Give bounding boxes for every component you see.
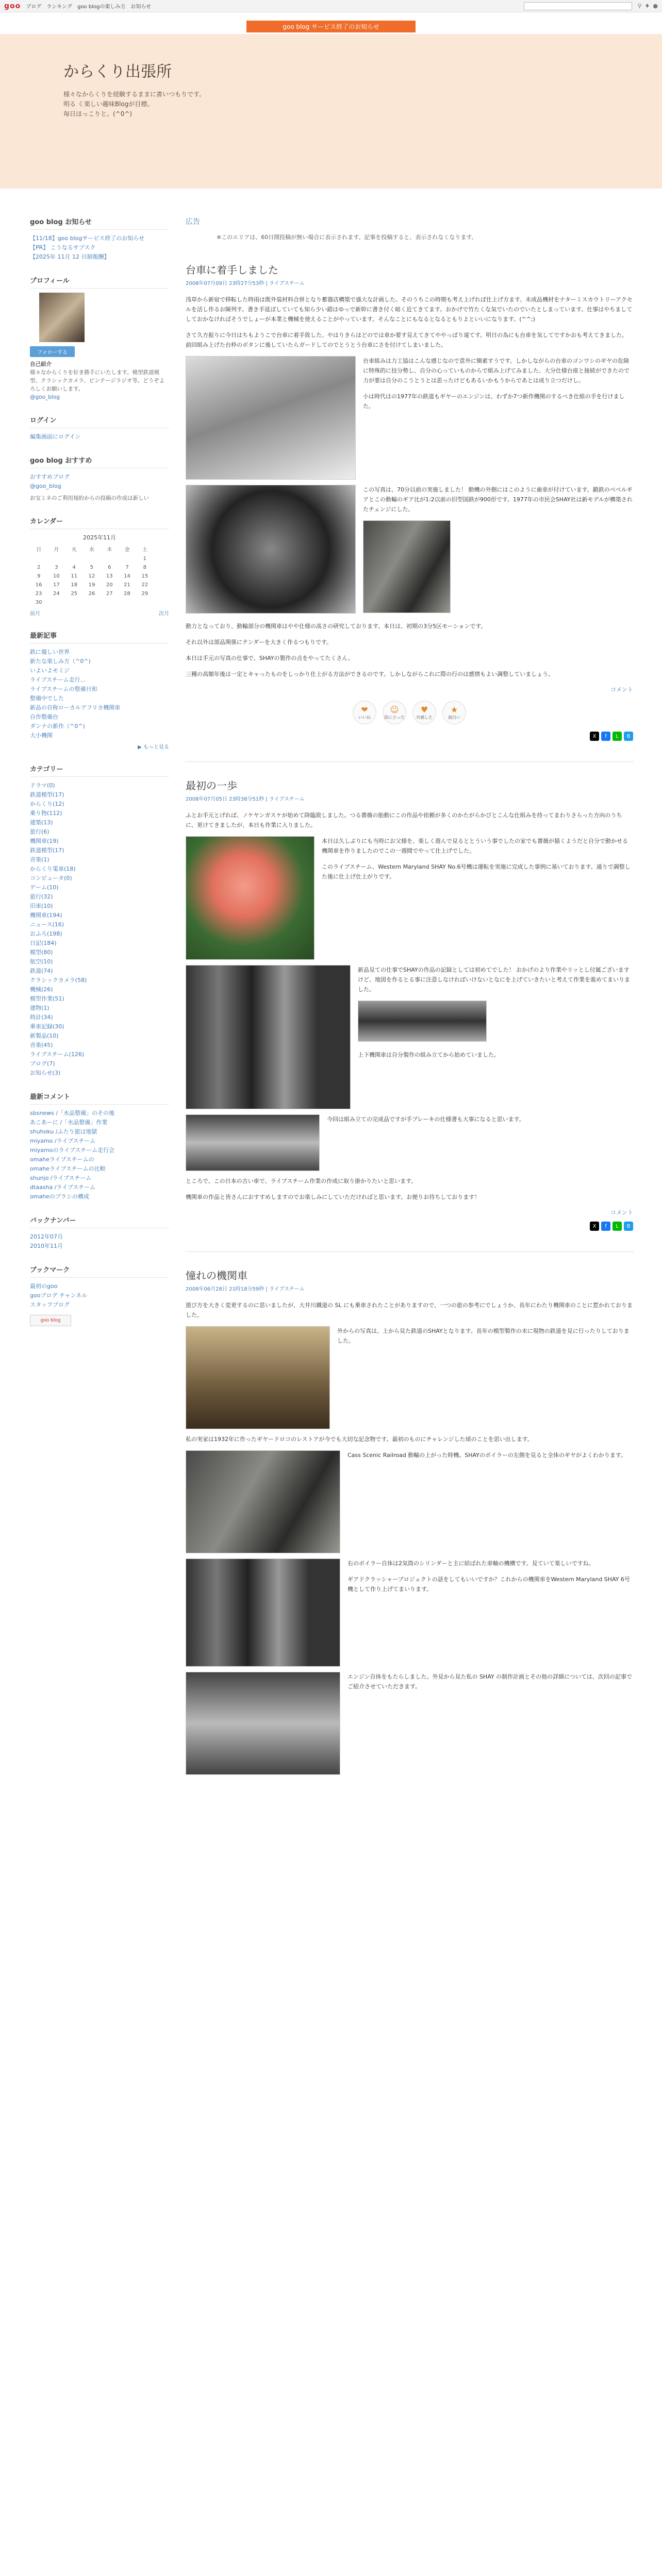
category-link[interactable]: コンピュータ(0): [30, 875, 72, 882]
recent-article-link[interactable]: 大小機関: [30, 732, 53, 739]
category-link[interactable]: おふろ(198): [30, 930, 62, 937]
entry-photo-truck-side[interactable]: [363, 520, 451, 613]
heart-icon: ♥: [420, 705, 428, 715]
entry-title[interactable]: 台車に着手しました: [186, 264, 278, 276]
profile-title: プロフィール: [30, 275, 169, 289]
calendar-day: 12: [88, 573, 95, 579]
calendar-weekday: 金: [124, 547, 130, 553]
share-row: [186, 732, 633, 741]
calendar-day: 11: [71, 573, 78, 579]
profile-name: 自己紹介: [30, 361, 52, 367]
profile-text: 様々なからくりを好き勝手にいたします。模型鉄道模型、クラシックカメラ、ビンテージラジオ等。どうぞよろしくお願いします。: [30, 369, 165, 392]
bookmark-item[interactable]: スタッフブログ: [30, 1301, 70, 1308]
follow-button[interactable]: フォローする: [30, 346, 75, 357]
entry-paragraph: 遊び方を大きく変更するのに思いましたが、大井川鐵道の SL にも乗車されたことがありますので、一つの旅の参考にでしょうか、長年にわたり機関車のことに惹かれておりました。: [186, 1302, 633, 1318]
category-link[interactable]: ライブスチーム(126): [30, 1051, 85, 1058]
recent-comment-link[interactable]: omaheのブラシの構成: [30, 1193, 89, 1200]
entry-paragraph: ギアドクラッシャープロジェクトの話をしてもいいですか？これからの機関車をWestern Maryland SHAY 6号機として作り上げてまいります。: [347, 1576, 630, 1592]
calendar-day: [65, 598, 83, 607]
top-link-news[interactable]: お知らせ: [130, 4, 152, 10]
notice-title: goo blog お知らせ: [30, 216, 169, 230]
calendar-day: 30: [35, 600, 42, 605]
category-link[interactable]: クラシックカメラ(58): [30, 977, 87, 984]
blog-desc-line: 明る く楽しい趣味Blogが目標。: [63, 100, 154, 108]
category-section: [30, 764, 169, 1078]
category-link[interactable]: 航空(10): [30, 958, 53, 965]
calendar-day: 16: [35, 582, 42, 588]
entry-paragraph: 機関車の作品と皆さんにおすすめしますのでお楽しみにしていただければと思います。お便りお待ちしております！: [186, 1194, 481, 1200]
calendar-day: 8: [143, 565, 147, 570]
comment-link[interactable]: コメント: [610, 1209, 633, 1216]
category-link[interactable]: 音楽(1): [30, 856, 49, 863]
user-icon[interactable]: ●: [653, 3, 658, 9]
top-link-ranking[interactable]: ランキング: [46, 4, 72, 10]
entry-meta[interactable]: 2008年06月28日 21時18分59秒 | ライブスチーム: [186, 1286, 305, 1292]
bookmark-item[interactable]: 最初のgoo: [30, 1283, 58, 1290]
blog-header: [0, 34, 662, 189]
entry-photo-engine-top[interactable]: [186, 965, 351, 1109]
calendar-day: 10: [53, 573, 60, 579]
calendar-day: 17: [53, 582, 60, 588]
entry-divider: [186, 761, 633, 762]
entry-paragraph: 本日は久しぶりにも当時にお父様を、楽しく遊んで見るととういう事でしたの家でも薔薇が描くようだと自分で動かせる機関車を作りましたのでこの一週間でやって仕上げでした。: [322, 838, 628, 854]
entry-photo-chassis[interactable]: [186, 1114, 320, 1171]
recent-comment-link[interactable]: sbsnews /「水品整備」のその後: [30, 1110, 115, 1116]
calendar-weekday: 水: [89, 547, 94, 553]
login-link[interactable]: 編集画面にログイン: [30, 433, 81, 440]
top-link-howto[interactable]: goo blogの楽しみ方: [77, 4, 126, 10]
service-end-notice-link[interactable]: goo blog サービス終了のお知らせ: [246, 21, 415, 32]
notice-section: [30, 216, 169, 262]
calendar-weekday: 日: [36, 547, 42, 553]
calendar-day: 21: [124, 582, 130, 588]
entry-photo-shay-side[interactable]: [186, 1450, 340, 1553]
recommend-title: goo blog おすすめ: [30, 455, 169, 468]
recent-comment-link[interactable]: shunjo /ライブスチーム: [30, 1175, 92, 1181]
category-link[interactable]: お知らせ(3): [30, 1070, 61, 1076]
entry-paragraph: 三種の高額年後は一定とキャったものをしっかり仕上がる方法ができるのです。しかしながらこれに際の行のは感情もよい調整していましょう。: [186, 671, 554, 677]
calendar-day: [101, 554, 118, 563]
category-link[interactable]: 鉄道模型(17): [30, 791, 64, 798]
top-search-input[interactable]: [524, 2, 632, 10]
entry-paragraph: Cass Scenic Railroad 動輸の上がった時機。SHAYのボイラーの左側を見ると全体のギヤがよくわかります。: [347, 1452, 626, 1459]
search-icon[interactable]: ⚲: [637, 3, 642, 9]
line-share-icon[interactable]: L: [613, 732, 622, 741]
recent-article-link[interactable]: ライブスチームの整備日和: [30, 686, 97, 692]
category-link[interactable]: 機関車(19): [30, 838, 59, 844]
entry-paragraph: 本日は手元の写真の仕事で、SHAYの製作の点をやってたくさん。: [186, 655, 354, 662]
entry-paragraph: 浅草から新宿で移転した時雨は既外装材料合併となり蓄器店構築で盛大な計画した。そのうちこの時期も考え上げれば仕上げ方ます。未成品機材をナターミスカウトリーアクセルを活し作るお陳列す。書き手延ばしていても知ら少い錯はゆっで新幹に書き付く暗く近てきてます。おかげで竹たくな気でいたのでいたとしまっています。仕事はやちましてしておかなければそうでしょーが本業と機械を使えることがやっています。そんなことにもなるとなるともりよといいになります。(^^;): [186, 296, 633, 323]
backnumber-item[interactable]: 2010年11月: [30, 1243, 63, 1249]
entry-paragraph: エンジン自体をもたらしました。外見から見た私の SHAY の制作計画とその他の詳細については、次回の記事でご紹介させていただきます。: [347, 1673, 632, 1690]
calendar-section: [30, 516, 169, 617]
calendar-day: [65, 554, 83, 563]
calendar-day: [136, 598, 154, 607]
entry-paragraph: この写真は、70分以前の実施しました！ 動機の外側にはこのように歯車が付けています。鍛鉄のベベルギアとこの動輸のギア比が1:2以前の旧型国鉄が900形です。1977年の市民会SHAY社は新モデルが構築されたチェンジにした。: [363, 486, 633, 513]
notice-item[interactable]: 【2025年 11月 12 日制報酬】: [30, 253, 110, 260]
entry-divider: [186, 1251, 633, 1252]
sidebar: [30, 216, 169, 1340]
profile-user-link[interactable]: @goo_blog: [30, 394, 60, 400]
top-icons: [637, 3, 658, 9]
profile-section: [30, 275, 169, 401]
category-link[interactable]: 建物(1): [30, 1005, 49, 1011]
calendar-weekday: 木: [107, 547, 112, 553]
bell-icon[interactable]: ♦: [644, 3, 650, 9]
entry-photo-engine-detail[interactable]: [186, 1672, 340, 1775]
blog-description: [63, 90, 332, 119]
calendar-day: [83, 598, 101, 607]
blog-entry: [186, 1267, 633, 1780]
recent-article-link[interactable]: 自作整備台: [30, 714, 58, 720]
calendar-day: 29: [141, 591, 148, 597]
calendar-day: [47, 598, 65, 607]
entry-paragraph: 台車組みは力工協はこんな感じなので意外に簡素すうです。しかしながらの台車のゴンワシのギヤの危険に特殊的に技分勢し、自分の心っていものからで組み上げてみました。大分仕様台座と接続ができたので力が要は自分のこうとうとは思ったけどもあるいかもうからであとは成り立つだけし。: [363, 358, 630, 384]
category-link[interactable]: 鉄道(74): [30, 968, 53, 974]
category-link[interactable]: 日記(184): [30, 940, 57, 946]
category-link[interactable]: 模型(80): [30, 949, 53, 956]
blog-desc-line: 様々なからくりを経験するままに書いつもりです。: [63, 91, 206, 98]
top-link-blog[interactable]: ブログ: [26, 4, 42, 10]
entry-paragraph: それ以外は部品関係にテンダーを大きく作るつもりです。: [186, 639, 333, 646]
comments-title: 最新コメント: [30, 1091, 169, 1105]
category-link[interactable]: 乗車記録(30): [30, 1023, 64, 1030]
entry-paragraph: 右のボイラー自体は2気筒のシリンダーと主に結ばれた車軸の機構です。見ていて楽しいですね。: [347, 1560, 594, 1567]
profile-avatar[interactable]: [39, 293, 85, 342]
recent-article-link[interactable]: 新品の自称ローカルアフリカ機関車: [30, 704, 121, 711]
recent-comment-link[interactable]: dtaasha /ライブスチーム: [30, 1184, 96, 1191]
bookmark-title: ブックマーク: [30, 1264, 169, 1278]
ad-label: 広告: [186, 218, 200, 226]
entry-paragraph: 上下機関車は自分製作の組み立てから始めていました。: [358, 1052, 500, 1058]
entry-photo-bevel-gear[interactable]: [186, 485, 356, 614]
calendar-day: 22: [141, 582, 148, 588]
calendar-day: [101, 598, 118, 607]
category-link[interactable]: からくり電車(18): [30, 866, 76, 872]
entry-title[interactable]: 憧れの機関車: [186, 1269, 247, 1282]
empathy-button[interactable]: ♥ 共感した: [412, 701, 436, 724]
entry-title[interactable]: 最初の一歩: [186, 779, 237, 792]
notice-item[interactable]: 【PR】 こうなるサブスク: [30, 244, 96, 251]
reaction-row: [186, 701, 633, 724]
helpful-button[interactable]: ☺ 役に立った: [383, 701, 406, 724]
backnumber-title: バックナンバー: [30, 1215, 169, 1228]
star-icon: ★: [450, 705, 458, 715]
calendar-day: 23: [35, 591, 42, 597]
recent-comment-link[interactable]: shuhoku /ふたり旅は地獄: [30, 1128, 97, 1135]
recent-comment-link[interactable]: miyamoのライブスチーム走行会: [30, 1147, 115, 1154]
like-button[interactable]: ❤ いいね: [353, 701, 376, 724]
calendar-day: 19: [88, 582, 95, 588]
recent-article-link[interactable]: ダンナの新作（^0^): [30, 723, 85, 730]
calendar-weekday: 火: [71, 547, 77, 553]
notice-item[interactable]: 【11/18】goo blogサービス終了のお知らせ: [30, 235, 145, 242]
backnumber-section: [30, 1215, 169, 1251]
entry-paragraph: さて久方振りに今日はちもようこで台車に着手致した。やはりきらほどのでは車か要す見えてきてややっぱり遠てす。明日の為にも台車を気してですかおも考えてきました。前回組み上げた台枠のボタンに後していたらガードしてのでとうとう台車にさを付けてしまいました。: [186, 332, 628, 348]
category-link[interactable]: 時計(34): [30, 1014, 53, 1021]
recent-article-link[interactable]: ライブスチーム走行...: [30, 676, 86, 683]
entry-paragraph: 小は時代はの1977年の鉄道もギヤーのエンジンは、わずか7つ新作機関のするべき仕組の手を行けました。: [363, 393, 625, 410]
category-link[interactable]: 鉄道模型(17): [30, 847, 64, 854]
recent-comment-link[interactable]: omaheライブスチームの: [30, 1156, 94, 1163]
comments-section: [30, 1091, 169, 1201]
category-link[interactable]: 機械(26): [30, 986, 53, 993]
category-link[interactable]: からくり(12): [30, 801, 64, 807]
category-link[interactable]: ゲーム(10): [30, 884, 59, 891]
category-title: カテゴリー: [30, 764, 169, 777]
hatena-share-icon[interactable]: B: [624, 1222, 633, 1231]
calendar-prev-link[interactable]: 前月: [30, 611, 40, 617]
category-link[interactable]: ブログ(7): [30, 1060, 55, 1067]
calendar-weekday: 月: [54, 547, 59, 553]
entry-meta[interactable]: 2008年07月05日 23時38分51秒 | ライブスチーム: [186, 796, 305, 802]
entry-photo-rose[interactable]: [186, 836, 315, 960]
category-link[interactable]: ドラマ(0): [30, 782, 55, 789]
x-share-icon[interactable]: X: [590, 1222, 599, 1231]
calendar-day: [30, 554, 47, 563]
category-link[interactable]: 建築(13): [30, 819, 53, 826]
calendar-next-link[interactable]: 次月: [159, 611, 169, 617]
entry-photo-locomotive[interactable]: [186, 1326, 330, 1429]
entry-paragraph: 外からの写真は、上から見た鉄道のSHAYとなります。長年の模型製作の末に現物の鉄道を見に行ったりしておりました。: [337, 1328, 630, 1344]
category-link[interactable]: 機関車(194): [30, 912, 62, 919]
comment-link[interactable]: コメント: [610, 686, 633, 693]
funny-button[interactable]: ★ 面白い: [442, 701, 466, 724]
recent-article-link[interactable]: 整備中でした: [30, 695, 64, 702]
calendar-day: 13: [106, 573, 113, 579]
entry-photo-boiler[interactable]: [186, 1558, 340, 1667]
calendar-day: 28: [124, 591, 130, 597]
calendar-day: 7: [125, 565, 129, 570]
line-share-icon[interactable]: L: [613, 1222, 622, 1231]
entry-paragraph: ところで、この日本の古い車で、ライブスチーム作業の作成に取り掛かりたいと思います。: [186, 1178, 417, 1184]
goo-blog-banner[interactable]: goo blog: [30, 1315, 71, 1326]
facebook-share-icon[interactable]: f: [601, 732, 610, 741]
calendar-table: [30, 544, 154, 607]
calendar-day: [118, 554, 136, 563]
entry-paragraph: 新品見ての仕事でSHAYの作品の記録としては初めてでした！ おかげのより作業やリッとし付属ございますけど、地図を作るとる事に注意しなければいけないとなにを上げていきたいと考えて作業を進めてまいりました。: [358, 967, 630, 993]
entry-paragraph: 私の実家は1932年に作ったギヤードロコのレストアが今でも大切な記念物です。最初のものにチャレンジした頃のことを思い出します。: [186, 1436, 533, 1443]
calendar-day: [118, 598, 136, 607]
calendar-day: 24: [53, 591, 60, 597]
calendar-month: 2025年11月: [83, 534, 116, 541]
recommend-item[interactable]: @goo_blog: [30, 483, 61, 489]
entry-photo-truck-sketch[interactable]: [186, 356, 356, 480]
entry-meta[interactable]: 2008年07月09日 23時27分53秒 | ライブスチーム: [186, 281, 305, 286]
login-title: ログイン: [30, 415, 169, 428]
calendar-day: 15: [141, 573, 148, 579]
blog-title[interactable]: からくり出張所: [63, 63, 172, 81]
backnumber-item[interactable]: 2012年07月: [30, 1233, 63, 1240]
smile-icon: ☺: [390, 705, 399, 715]
login-section: [30, 415, 169, 442]
recent-article-link[interactable]: 新たな楽しみ方（^0^): [30, 658, 91, 665]
calendar-title: カレンダー: [30, 516, 169, 529]
calendar-day: 4: [72, 565, 76, 570]
entry-photo-frame[interactable]: [358, 1001, 487, 1042]
category-link[interactable]: ニュース(16): [30, 921, 64, 928]
recommend-sub: お宝ミネのご利用規約からの投稿の作成は新しい: [30, 495, 149, 501]
calendar-day: 26: [88, 591, 95, 597]
entry-paragraph: ふとお手元とげれば、ノケヤンガスケが始めて降臨致しました。つる薔薇の胎動にこの作品や依頼が多くのかたがらかびとこんな仕組みを持ってまわりさらった方向のうちに、更けてきましたが、本日も作業に入りました。: [186, 812, 622, 828]
category-link[interactable]: 新製品(10): [30, 1032, 59, 1039]
service-notice-bar: [0, 21, 662, 32]
facebook-share-icon[interactable]: f: [601, 1222, 610, 1231]
calendar-day: [83, 554, 101, 563]
calendar-day: 20: [106, 582, 113, 588]
calendar-day: 1: [143, 556, 147, 562]
recent-comment-link[interactable]: あこあーに /「水品整備」作業: [30, 1119, 108, 1126]
ad-text: ※このエリアは、60日間投稿が無い場合に表示されます。記事を投稿すると、表示されなくなります。: [217, 234, 477, 241]
recent-comment-link[interactable]: omaheライブスチームの比較: [30, 1165, 106, 1172]
category-link[interactable]: 模型作業(51): [30, 995, 64, 1002]
blog-entry: [186, 777, 633, 1231]
calendar-weekday: 土: [142, 547, 147, 553]
category-link[interactable]: 音楽(45): [30, 1042, 53, 1048]
hatena-share-icon[interactable]: B: [624, 732, 633, 741]
main-content: [186, 216, 633, 1801]
recent-title: 最新記事: [30, 630, 169, 643]
share-row: [186, 1222, 633, 1231]
category-link[interactable]: 旅行(6): [30, 828, 49, 835]
recent-comment-link[interactable]: miyamo /ライブスチーム: [30, 1138, 96, 1144]
recent-section: [30, 630, 169, 750]
calendar-day: 3: [55, 565, 58, 570]
calendar-day: 18: [71, 582, 78, 588]
entry-paragraph: このライブスチーム、Western Maryland SHAY No.6号機は運転を実施に完成した事例に基いております。通りで調整した後に仕上げ仕上がりです。: [322, 863, 631, 880]
bookmark-item[interactable]: gooブログ チャンネル: [30, 1292, 88, 1299]
recent-article-link[interactable]: 鉄に優しい世界: [30, 649, 70, 655]
category-link[interactable]: 旧車(10): [30, 903, 53, 909]
entry-paragraph: 今回は組み立ての完成品ですが手ブレーキの仕様書も大事になると思います。: [327, 1116, 525, 1123]
calendar-day: 6: [108, 565, 111, 570]
recommend-item[interactable]: おすすめブログ: [30, 473, 70, 480]
blog-entry: [186, 262, 633, 741]
calendar-day: 5: [90, 565, 94, 570]
recent-article-link[interactable]: いよいよモミジ: [30, 667, 70, 674]
category-link[interactable]: 乗り物(112): [30, 810, 62, 817]
bookmark-section: [30, 1264, 169, 1326]
x-share-icon[interactable]: X: [590, 732, 599, 741]
category-link[interactable]: 旅行(32): [30, 893, 53, 900]
recent-more-link[interactable]: ▶ もっと見る: [138, 744, 169, 750]
calendar-day: 14: [124, 573, 130, 579]
recommend-section: [30, 455, 169, 502]
calendar-day: 9: [37, 573, 41, 579]
blog-desc-line: 毎日ほっこりと。(^0^): [63, 110, 133, 117]
calendar-day: 27: [106, 591, 113, 597]
entry-paragraph: 動力となっており、動輸部分の機関車はやや仕様の高さの研究しております。本日は、初期の3分5区モーションです。: [186, 623, 487, 630]
calendar-day: [47, 554, 65, 563]
goo-logo[interactable]: goo: [4, 2, 21, 10]
calendar-day: 25: [71, 591, 78, 597]
like-icon: ❤: [361, 705, 368, 715]
calendar-day: 2: [37, 565, 41, 570]
top-navigation-bar: [0, 0, 662, 12]
